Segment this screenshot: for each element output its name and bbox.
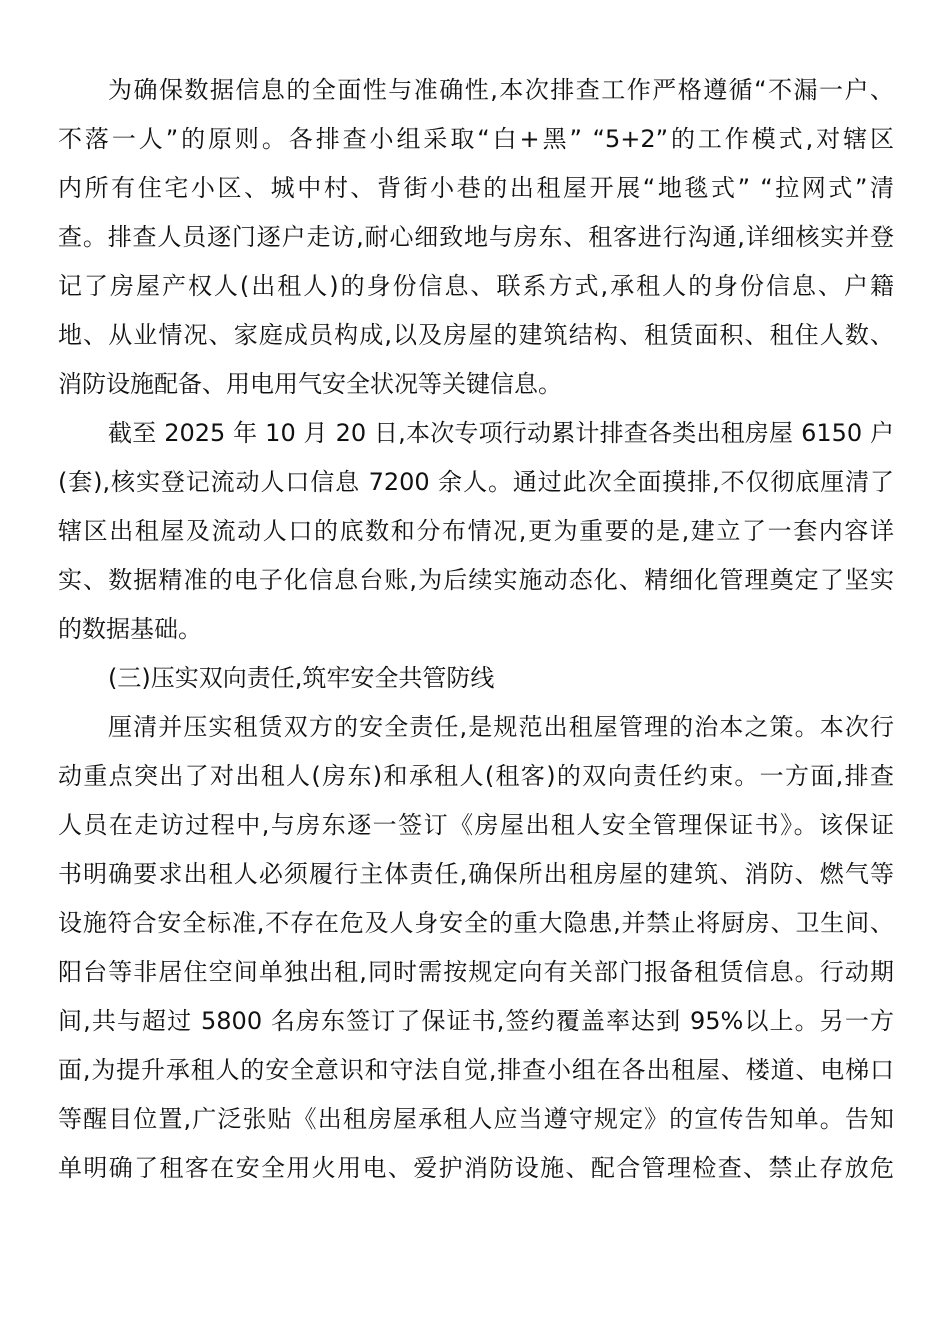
text-line: 实、数据精准的电子化信息台账,为后续实施动态化、精细化管理奠定了坚实 xyxy=(58,566,894,594)
paragraph-statistics xyxy=(58,409,894,654)
text-line: 人员在走访过程中,与房东逐一签订《房屋出租人安全管理保证书》。该保证 xyxy=(58,811,894,839)
text-line: 记了房屋产权人(出租人)的身份信息、联系方式,承租人的身份信息、户籍 xyxy=(58,272,894,300)
text-line: 设施符合安全标准,不存在危及人身安全的重大隐患,并禁止将厨房、卫生间、 xyxy=(58,909,894,937)
document-page xyxy=(58,66,894,1193)
text-line: 消防设施配备、用电用气安全状况等关键信息。 xyxy=(58,370,562,398)
text-line: 地、从业情况、家庭成员构成,以及房屋的建筑结构、租赁面积、租住人数、 xyxy=(58,321,894,349)
text-line: 单明确了租客在安全用火用电、爱护消防设施、配合管理检查、禁止存放危 xyxy=(58,1154,894,1182)
text-line: (套),核实登记流动人口信息 7200 余人。通过此次全面摸排,不仅彻底厘清了 xyxy=(58,468,894,496)
text-line: 辖区出租屋及流动人口的底数和分布情况,更为重要的是,建立了一套内容详 xyxy=(58,517,894,545)
heading-text: (三)压实双向责任,筑牢安全共管防线 xyxy=(108,664,495,692)
text-line: 为确保数据信息的全面性与准确性,本次排查工作严格遵循“不漏一户、 xyxy=(108,76,894,104)
text-line: 间,共与超过 5800 名房东签订了保证书,签约覆盖率达到 95%以上。另一方 xyxy=(58,1007,894,1035)
text-line: 不落一人”的原则。各排查小组采取“白+黑” “5+2”的工作模式,对辖区 xyxy=(58,125,894,153)
text-line: 的数据基础。 xyxy=(58,615,202,643)
text-line: 书明确要求出租人必须履行主体责任,确保所出租房屋的建筑、消防、燃气等 xyxy=(58,860,894,888)
paragraph-data-collection xyxy=(58,66,894,409)
text-line: 截至 2025 年 10 月 20 日,本次专项行动累计排查各类出租房屋 6150 户 xyxy=(108,419,894,447)
text-line: 内所有住宅小区、城中村、背街小巷的出租屋开展“地毯式” “拉网式”清 xyxy=(58,174,894,202)
section-heading xyxy=(58,654,894,703)
text-line: 等醒目位置,广泛张贴《出租房屋承租人应当遵守规定》的宣传告知单。告知 xyxy=(58,1105,894,1133)
text-line: 查。排查人员逐门逐户走访,耐心细致地与房东、租客进行沟通,详细核实并登 xyxy=(58,223,894,251)
text-line: 阳台等非居住空间单独出租,同时需按规定向有关部门报备租赁信息。行动期 xyxy=(58,958,894,986)
text-line: 厘清并压实租赁双方的安全责任,是规范出租屋管理的治本之策。本次行 xyxy=(108,713,894,741)
text-line: 动重点突出了对出租人(房东)和承租人(租客)的双向责任约束。一方面,排查 xyxy=(58,762,894,790)
paragraph-dual-responsibility xyxy=(58,703,894,1193)
text-line: 面,为提升承租人的安全意识和守法自觉,排查小组在各出租屋、楼道、电梯口 xyxy=(58,1056,894,1084)
